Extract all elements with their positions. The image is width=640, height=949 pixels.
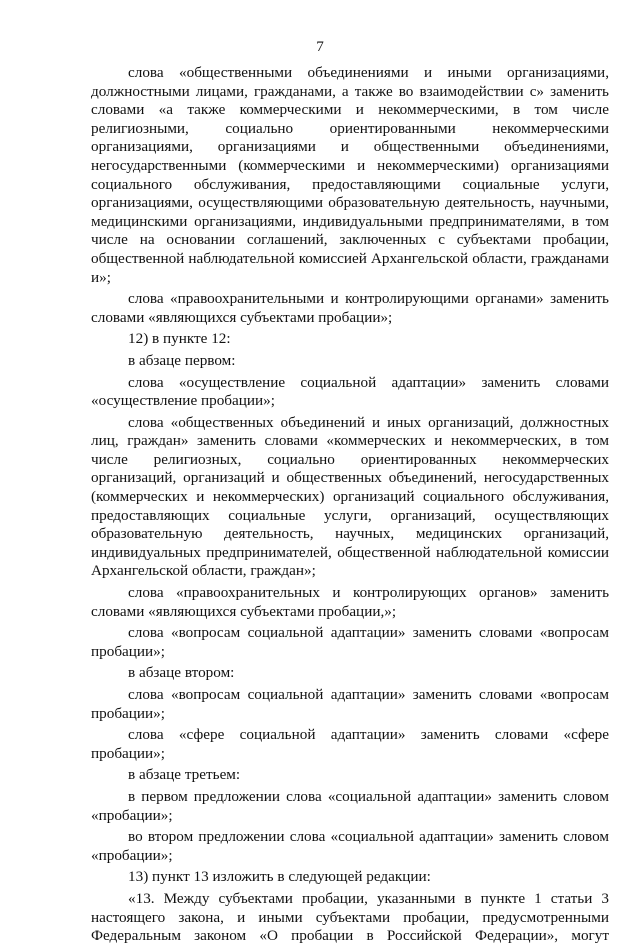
paragraph: слова «сфере социальной адаптации» заменить словами «сфере пробации»; [91,726,609,762]
paragraph: слова «осуществление социальной адаптации» заменить словами «осуществление пробации»; [91,373,609,410]
paragraph: «13. Между субъектами пробации, указанными в пункте 1 статьи 3 настоящего закона, и иными субъектами пробации, предусмотренными Федеральным законом «О пробации в Российской Федерации», могут [91,889,609,945]
paragraph: слова «общественных объединений и иных организаций, должностных лиц, граждан» заменить словами «коммерческих и некоммерческих, в том числе религиозных, социально ориентированных некоммерческих организаций, организаций и общественных объединений, негосударственных (коммерческих и некоммерческих) организаций социального обслуживания, предоставляющих социальные услуги, организаций, осуществляющих образовательную деятельность, научных, медицинских организаций, индивидуальных предпринимателей, общественной наблюдательной комиссии Архангельской области, граждан»; [91,413,609,580]
paragraph: в абзаце втором: [128,664,235,682]
paragraph: в абзаце первом: [128,351,236,369]
paragraph: в первом предложении слова «социальной адаптации» заменить словом «пробации»; [91,787,609,824]
paragraph: 12) в пункте 12: [128,330,231,348]
paragraph: слова «вопросам социальной адаптации» заменить словами «вопросам пробации»; [91,624,609,660]
paragraph: слова «правоохранительными и контролирующими органами» заменить словами «являющихся субъектами пробации»; [91,290,609,326]
document-body [91,64,609,949]
paragraph: 13) пункт 13 изложить в следующей редакции: [128,868,431,886]
paragraph: слова «правоохранительных и контролирующих органов» заменить словами «являющихся субъектами пробации,»; [91,584,609,620]
paragraph: слова «вопросам социальной адаптации» заменить словами «вопросам пробации»; [91,686,609,722]
page-number: 7 [316,38,324,55]
paragraph: слова «общественными объединениями и иными организациями, должностными лицами, гражданами, а также во взаимодействии с» заменить словами «а также коммерческими и некоммерческими, в том числе религиозными, социально ориентированными некоммерческими организациями, организациями и общественными объединениями, негосударственными (коммерческими и некоммерческими) организациями социального обслуживания, предоставляющими социальные услуги, организациями, осуществляющими образовательную деятельность, научными, медицинскими организациями, индивидуальными предпринимателями, в том числе на основании соглашений, заключенных с субъектами пробации, общественной наблюдательной комиссией Архангельской области, гражданами и»; [91,64,609,286]
paragraph: во втором предложении слова «социальной адаптации» заменить словом «пробации»; [91,828,609,864]
paragraph: в абзаце третьем: [128,766,241,784]
